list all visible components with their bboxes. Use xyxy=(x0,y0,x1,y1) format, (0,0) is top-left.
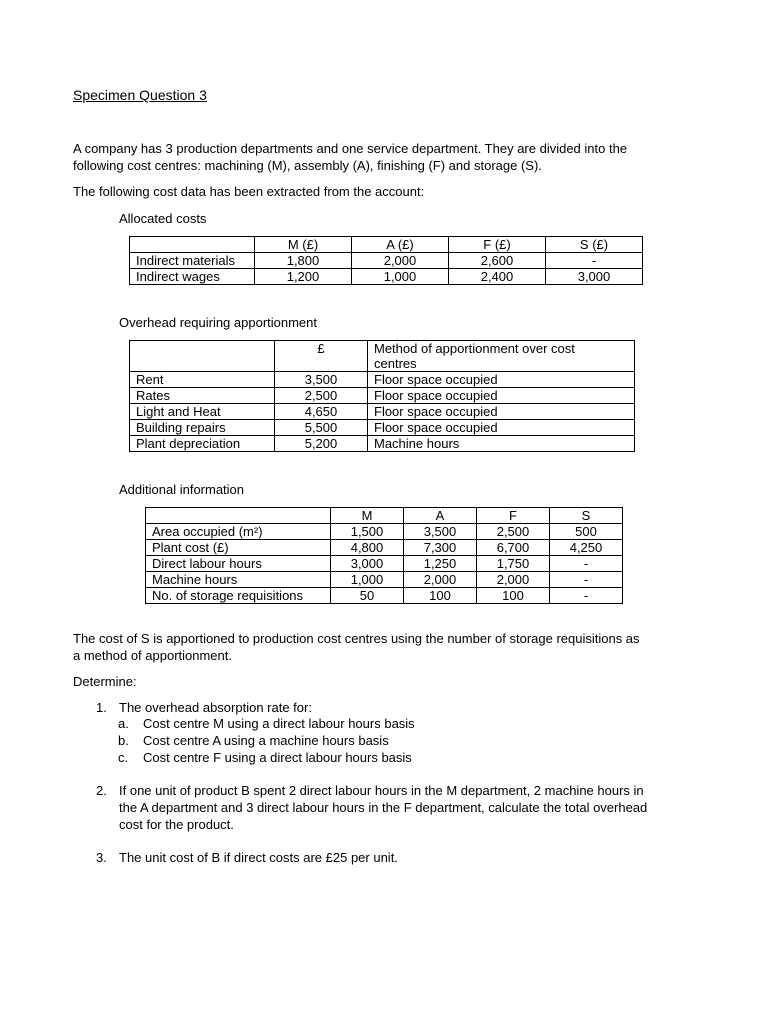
table-cell: 1,750 xyxy=(477,556,550,572)
table-cell: 7,300 xyxy=(404,540,477,556)
question-number: 3. xyxy=(96,850,107,865)
table-cell: Floor space occupied xyxy=(368,388,635,404)
allocated-costs-table xyxy=(129,236,643,285)
row-label: Area occupied (m²) xyxy=(146,524,331,540)
table-row xyxy=(130,372,635,388)
note-line-2: a method of apportionment. xyxy=(73,648,232,663)
row-label: Machine hours xyxy=(146,572,331,588)
table-cell: - xyxy=(546,253,643,269)
table-row xyxy=(146,556,623,572)
sub-letter: a. xyxy=(118,716,129,731)
table-cell: 2,400 xyxy=(449,269,546,285)
table-row xyxy=(130,436,635,452)
row-label: Plant cost (£) xyxy=(146,540,331,556)
table-cell: 1,500 xyxy=(331,524,404,540)
question-1 xyxy=(96,699,716,769)
intro-line-1: A company has 3 production departments and one service department. They are divided into the xyxy=(73,141,628,156)
table-row xyxy=(146,572,623,588)
table-cell: 3,500 xyxy=(404,524,477,540)
question-text-line-1: If one unit of product B spent 2 direct labour hours in the M department, 2 machine hours in xyxy=(119,783,644,798)
table-cell: 50 xyxy=(331,588,404,604)
table-row xyxy=(130,388,635,404)
row-label: Indirect wages xyxy=(130,269,255,285)
header-cell xyxy=(130,341,275,372)
method-header-line-1: Method of apportionment over cost xyxy=(374,341,575,356)
allocated-costs-heading: Allocated costs xyxy=(119,211,207,226)
table-row xyxy=(130,420,635,436)
table-header-row xyxy=(130,237,643,253)
header-cell: M xyxy=(331,508,404,524)
table-cell: 500 xyxy=(550,524,623,540)
sub-letter: c. xyxy=(118,750,129,765)
question-2 xyxy=(96,782,716,834)
row-label: Plant depreciation xyxy=(130,436,275,452)
question-text-line-3: cost for the product. xyxy=(119,817,234,832)
table-cell: 1,250 xyxy=(404,556,477,572)
header-cell: S xyxy=(550,508,623,524)
header-cell xyxy=(146,508,331,524)
table-cell: 3,000 xyxy=(546,269,643,285)
table-row xyxy=(146,588,623,604)
table-row xyxy=(146,540,623,556)
row-label: Rates xyxy=(130,388,275,404)
header-cell xyxy=(130,237,255,253)
table-cell: 2,500 xyxy=(275,388,368,404)
question-text: The overhead absorption rate for: xyxy=(119,700,312,715)
row-label: Rent xyxy=(130,372,275,388)
header-cell: F (£) xyxy=(449,237,546,253)
table-cell: 5,500 xyxy=(275,420,368,436)
overhead-apportionment-table xyxy=(129,340,635,452)
table-cell: Floor space occupied xyxy=(368,420,635,436)
question-text: The unit cost of B if direct costs are £25 per unit. xyxy=(119,850,398,865)
table-row xyxy=(130,269,643,285)
header-cell: £ xyxy=(275,341,368,372)
table-cell: - xyxy=(550,556,623,572)
row-label: Light and Heat xyxy=(130,404,275,420)
sub-letter: b. xyxy=(118,733,129,748)
table-cell: 100 xyxy=(404,588,477,604)
header-cell: A (£) xyxy=(352,237,449,253)
additional-info-table xyxy=(145,507,623,604)
table-cell: 6,700 xyxy=(477,540,550,556)
table-cell: Floor space occupied xyxy=(368,404,635,420)
table-cell: 2,500 xyxy=(477,524,550,540)
header-cell: F xyxy=(477,508,550,524)
table-cell: 5,200 xyxy=(275,436,368,452)
sub-question-text: Cost centre A using a machine hours basis xyxy=(143,733,389,748)
table-cell: 1,000 xyxy=(352,269,449,285)
table-cell: 4,250 xyxy=(550,540,623,556)
determine-label: Determine: xyxy=(73,674,137,689)
overhead-heading: Overhead requiring apportionment xyxy=(119,315,318,330)
note-line-1: The cost of S is apportioned to production cost centres using the number of storage requisitions as xyxy=(73,631,640,646)
method-header-line-2: centres xyxy=(374,356,417,371)
intro-line-2: following cost centres: machining (M), assembly (A), finishing (F) and storage (S). xyxy=(73,158,542,173)
table-cell: 3,500 xyxy=(275,372,368,388)
table-cell: 2,000 xyxy=(477,572,550,588)
table-cell: Floor space occupied xyxy=(368,372,635,388)
table-cell: 3,000 xyxy=(331,556,404,572)
table-cell: - xyxy=(550,588,623,604)
table-cell: 4,650 xyxy=(275,404,368,420)
row-label: Direct labour hours xyxy=(146,556,331,572)
header-cell: M (£) xyxy=(255,237,352,253)
table-cell: Machine hours xyxy=(368,436,635,452)
table-header-row xyxy=(146,508,623,524)
row-label: Building repairs xyxy=(130,420,275,436)
table-cell: 2,000 xyxy=(404,572,477,588)
table-row xyxy=(130,404,635,420)
table-cell: 100 xyxy=(477,588,550,604)
table-cell: 1,200 xyxy=(255,269,352,285)
header-cell: S (£) xyxy=(546,237,643,253)
table-cell: 2,600 xyxy=(449,253,546,269)
question-3 xyxy=(96,849,716,867)
table-cell: 2,000 xyxy=(352,253,449,269)
question-number: 2. xyxy=(96,783,107,798)
table-cell: 4,800 xyxy=(331,540,404,556)
table-row xyxy=(146,524,623,540)
question-text-line-2: the A department and 3 direct labour hours in the F department, calculate the total overhead xyxy=(119,800,648,815)
table-cell: 1,000 xyxy=(331,572,404,588)
header-cell: A xyxy=(404,508,477,524)
table-header-row xyxy=(130,341,635,372)
intro-line-3: The following cost data has been extracted from the account: xyxy=(73,184,425,199)
question-number: 1. xyxy=(96,700,107,715)
row-label: No. of storage requisitions xyxy=(146,588,331,604)
page-title: Specimen Question 3 xyxy=(73,87,207,103)
row-label: Indirect materials xyxy=(130,253,255,269)
table-cell: 1,800 xyxy=(255,253,352,269)
table-cell: - xyxy=(550,572,623,588)
table-row xyxy=(130,253,643,269)
additional-info-heading: Additional information xyxy=(119,482,245,497)
sub-question-text: Cost centre M using a direct labour hours basis xyxy=(143,716,415,731)
sub-question-text: Cost centre F using a direct labour hours basis xyxy=(143,750,412,765)
header-cell xyxy=(368,341,635,372)
